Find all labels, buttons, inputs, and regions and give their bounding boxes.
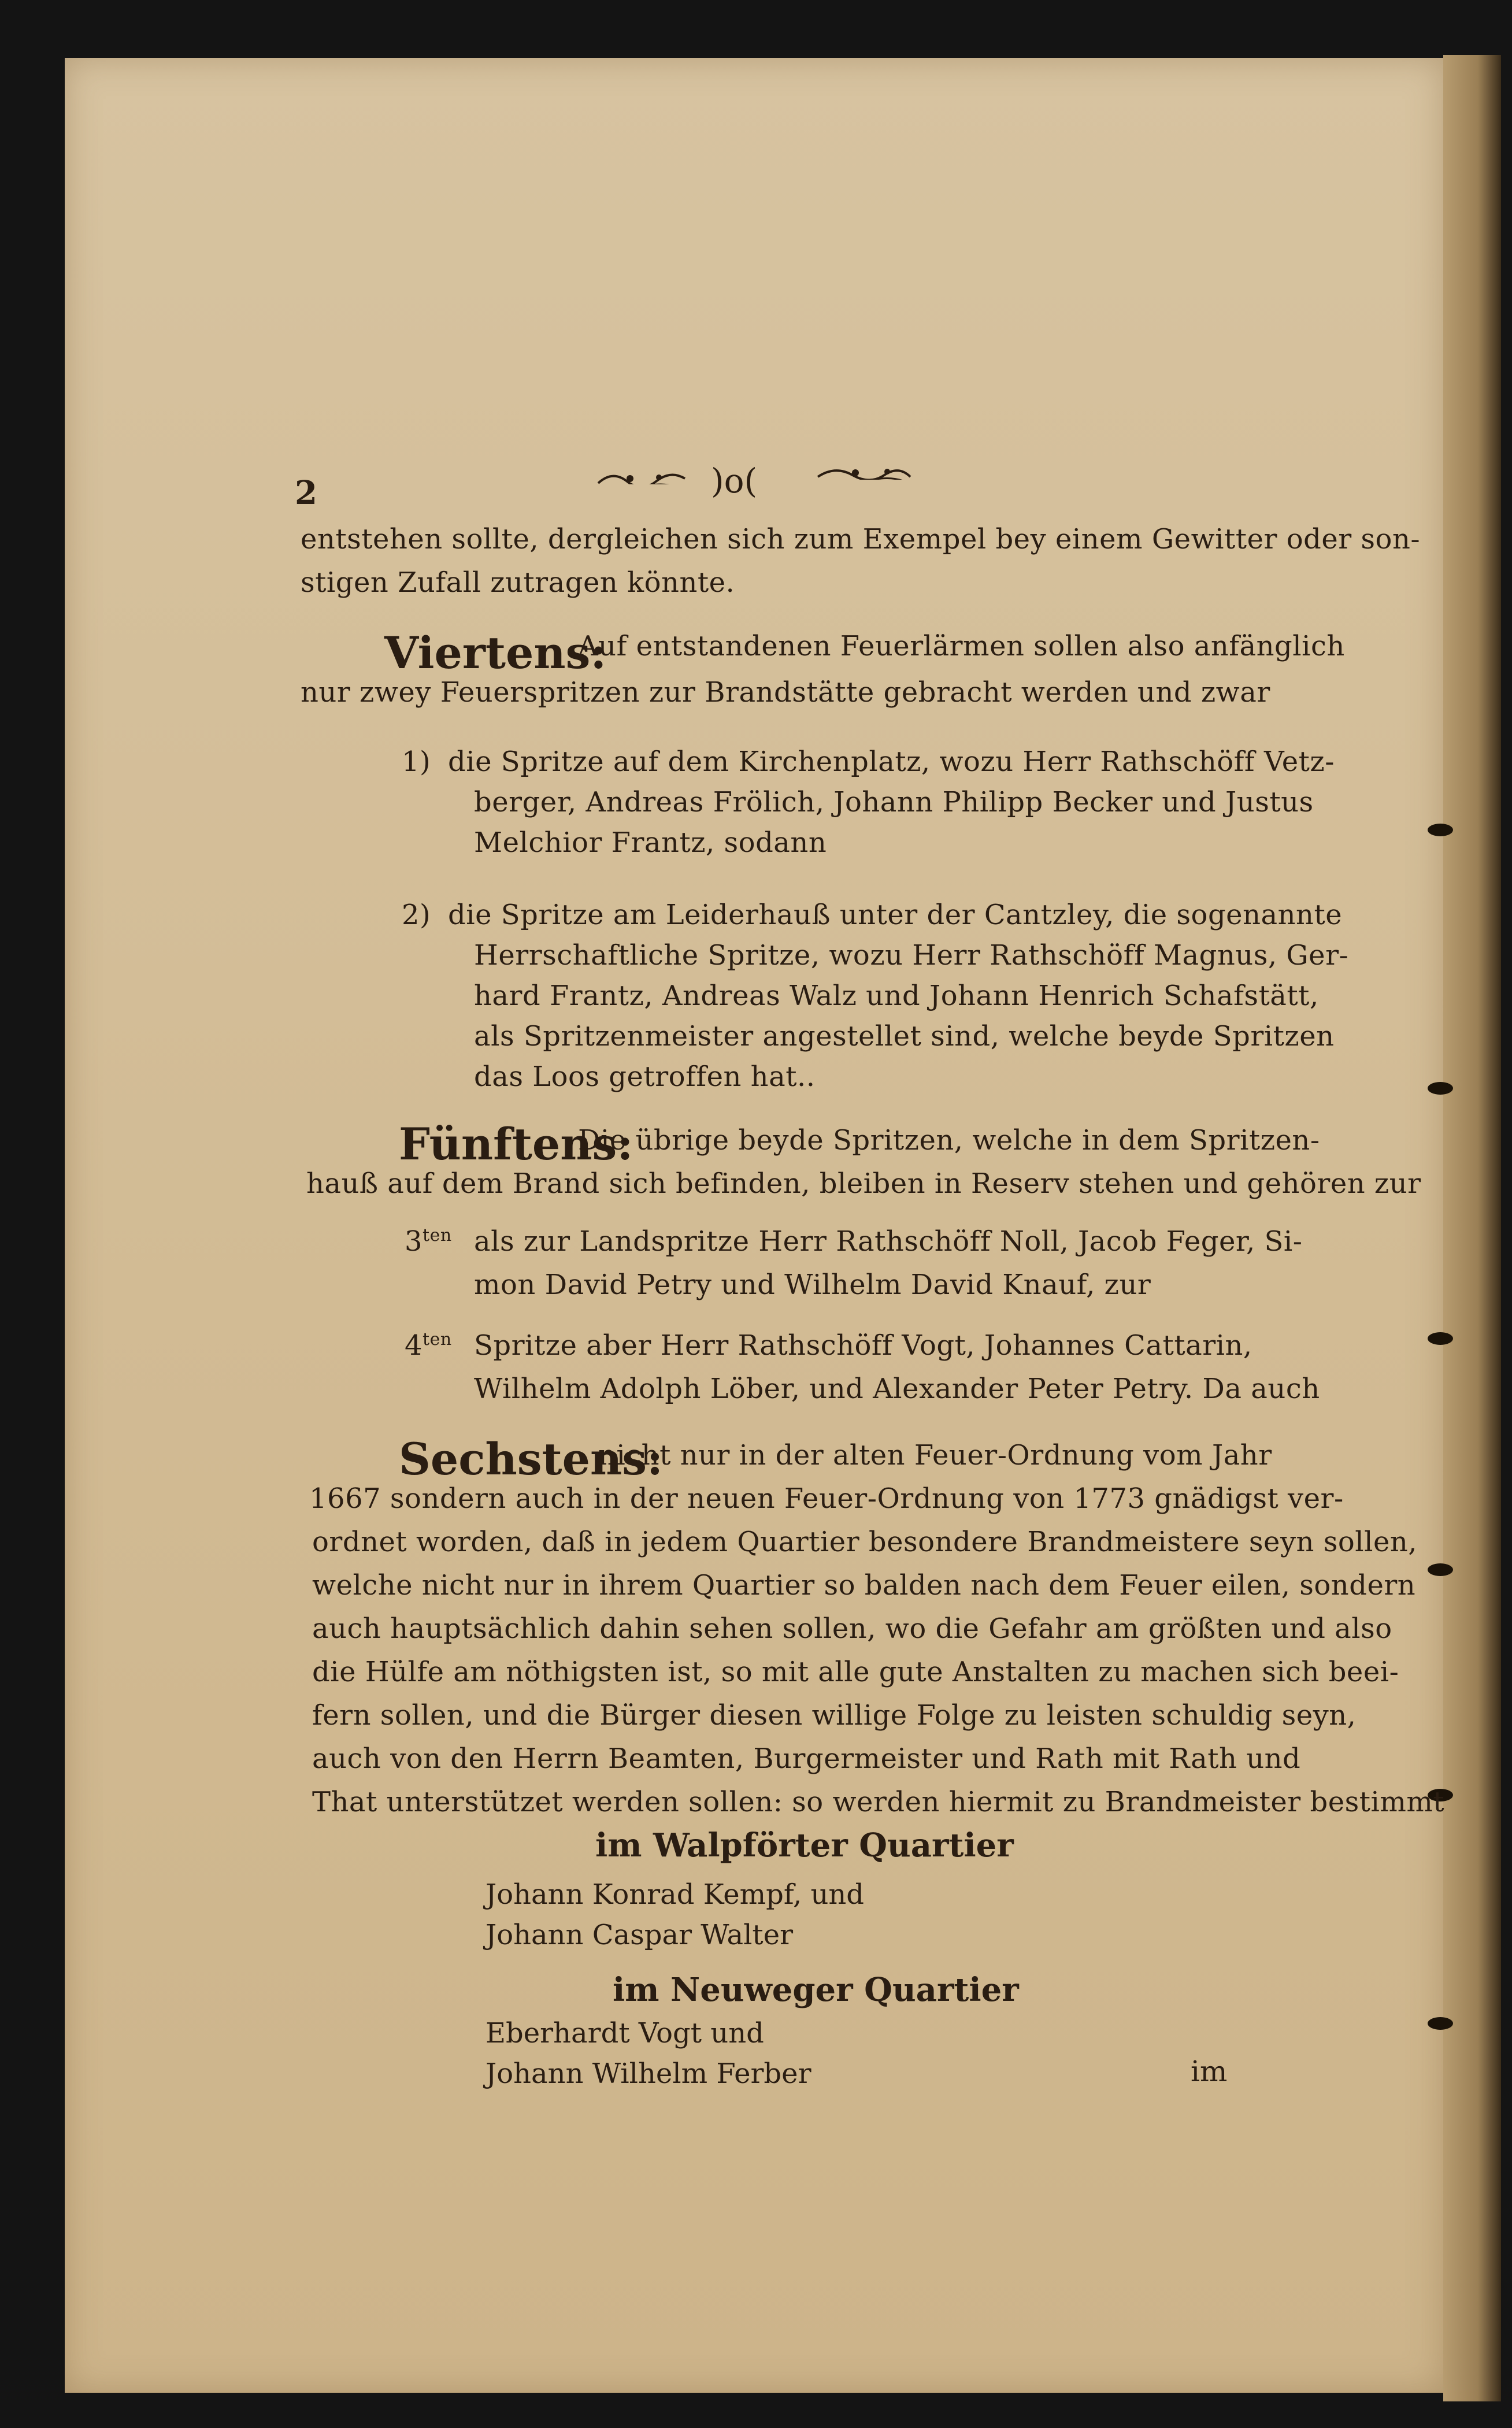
item-line: das Loos getroffen hat..	[474, 1061, 816, 1093]
item-line: Wilhelm Adolph Löber, und Alexander Peter Petry. Da auch	[474, 1373, 1320, 1405]
item-line: Spritze aber Herr Rathschöff Vogt, Johannes Cattarin,	[474, 1329, 1252, 1362]
viertens-line: Auf entstandenen Feuerlärmen sollen also anfänglich	[578, 630, 1345, 662]
fuenftens-line: hauß auf dem Brand sich befinden, bleiben in Reserv stehen und gehören zur	[306, 1167, 1421, 1200]
viertens-line: nur zwey Feuerspritzen zur Brandstätte gebracht werden und zwar	[301, 676, 1270, 709]
item-line: hard Frantz, Andreas Walz und Johann Henrich Schafstätt,	[474, 980, 1319, 1012]
adjacent-page-edge	[1443, 55, 1501, 2401]
binding-hole	[1428, 1082, 1453, 1095]
sechstens-line: nicht nur in der alten Feuer-Ordnung vom Jahr	[598, 1439, 1272, 1471]
item-line: Herrschaftliche Spritze, wozu Herr Rathschöff Magnus, Ger-	[474, 939, 1349, 972]
item-line: die Spritze am Leiderhauß unter der Cantzley, die sogenannte	[448, 899, 1343, 931]
header-separator: )o(	[711, 461, 758, 501]
item-line: als zur Landspritze Herr Rathschöff Noll, Jacob Feger, Si-	[474, 1225, 1303, 1258]
quarter-name: Johann Konrad Kempf, und	[486, 1878, 865, 1911]
item-number: 1)	[402, 746, 431, 778]
fuenftens-line: Die übrige beyde Spritzen, welche in dem Spritzen-	[578, 1124, 1320, 1156]
item-line: berger, Andreas Frölich, Johann Philipp Becker und Justus	[474, 786, 1314, 818]
page-number: 2	[295, 474, 317, 512]
item-line: Melchior Frantz, sodann	[474, 826, 827, 859]
binding-hole	[1428, 1563, 1453, 1576]
binding-hole	[1428, 824, 1453, 836]
sechstens-line: ordnet worden, daß in jedem Quartier besondere Brandmeistere seyn sollen,	[312, 1526, 1418, 1558]
section-heading-fuenftens: Fünftens:	[399, 1118, 633, 1170]
sechstens-line: welche nicht nur in ihrem Quartier so balden nach dem Feuer eilen, sondern	[312, 1569, 1416, 1602]
quarter-heading: im Walpförter Quartier	[595, 1826, 1014, 1864]
quarter-heading: im Neuweger Quartier	[613, 1971, 1019, 2009]
binding-hole	[1428, 2017, 1453, 2030]
catchword: im	[1191, 2055, 1228, 2088]
binding-hole	[1428, 1332, 1453, 1345]
sechstens-line: auch hauptsächlich dahin sehen sollen, wo die Gefahr am größten und also	[312, 1613, 1392, 1645]
sechstens-line: 1667 sondern auch in der neuen Feuer-Ordnung von 1773 gnädigst ver-	[309, 1482, 1344, 1515]
sechstens-line: fern sollen, und die Bürger diesen willige Folge zu leisten schuldig seyn,	[312, 1699, 1357, 1732]
section-heading-viertens: Viertens:	[384, 627, 607, 679]
quarter-name: Eberhardt Vogt und	[486, 2017, 764, 2049]
item-line: als Spritzenmeister angestellet sind, welche beyde Spritzen	[474, 1020, 1335, 1052]
left-ornament-icon	[595, 467, 688, 484]
item-line: die Spritze auf dem Kirchenplatz, wozu Herr Rathschöff Vetz-	[448, 746, 1335, 778]
item-number: $3^{ten}$	[405, 1225, 452, 1258]
item-number: $4^{ten}$	[405, 1329, 452, 1362]
quarter-name: Johann Caspar Walter	[486, 1919, 794, 1951]
item-number: 2)	[402, 899, 431, 931]
sechstens-line: That unterstützet werden sollen: so werden hiermit zu Brandmeister bestimmt	[312, 1786, 1445, 1818]
item-line: mon David Petry und Wilhelm David Knauf, zur	[474, 1269, 1151, 1301]
right-ornament-icon	[815, 462, 913, 480]
intro-line: stigen Zufall zutragen könnte.	[301, 566, 735, 599]
intro-line: entstehen sollte, dergleichen sich zum Exempel bey einem Gewitter oder son-	[301, 523, 1421, 555]
sechstens-line: auch von den Herrn Beamten, Burgermeister und Rath mit Rath und	[312, 1743, 1301, 1775]
section-heading-sechstens: Sechstens:	[399, 1433, 664, 1485]
quarter-name: Johann Wilhelm Ferber	[486, 2058, 811, 2090]
sechstens-line: die Hülfe am nöthigsten ist, so mit alle gute Anstalten zu machen sich beei-	[312, 1656, 1399, 1688]
